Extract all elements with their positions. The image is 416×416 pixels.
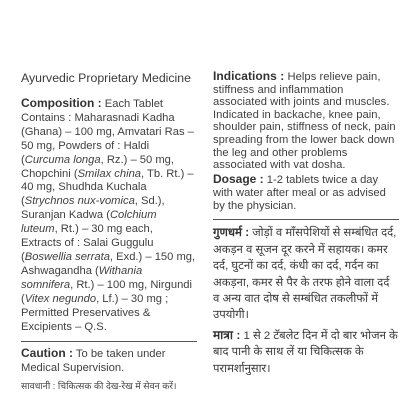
latin-name: Smilax china <box>77 167 142 180</box>
divider <box>213 219 399 220</box>
latin-name: Strychnos nux-vomica <box>24 195 135 208</box>
dosage-section <box>213 173 398 214</box>
caution-text: To be taken under Medical Supervision. <box>21 348 166 375</box>
latin-name: Withania somnifera <box>21 264 143 291</box>
hindi-dosage-text: 1 से 2 टॅबलेट दिन में दो बार भोजन के बाद पानी के साथ लें या चिकित्सक के परामर्शानुसार। <box>213 329 398 375</box>
composition-text: , Sd.), Suranjan Kadwa ( <box>21 195 165 222</box>
latin-name: Vitex negundo <box>24 292 97 305</box>
left-column <box>21 70 196 392</box>
indications-text: Helps relieve pain, stiffness and inflammation associated with joints and muscles. Indicated in backache, knee pain, shoulder pain, stiffness of neck, pain spreading from the lower back down the leg and other problems associated with vat dosha. <box>213 71 396 172</box>
composition-text: , Rz.) – 50 mg, Chopchini ( <box>21 153 174 180</box>
right-column <box>213 70 398 377</box>
hindi-indications-section <box>213 225 398 323</box>
hindi-dosage-label: मात्रा : <box>213 327 241 342</box>
divider <box>21 341 197 342</box>
latin-name: Boswellia serrata <box>24 250 110 263</box>
latin-name: Colchium luteum <box>21 209 157 236</box>
indications-section <box>213 70 398 172</box>
composition-section <box>21 97 196 334</box>
hindi-dosage-section <box>213 327 398 377</box>
composition-text: Each Tablet Contains : Maharasnadi Kadha (Ghana) – 100 mg, Amvatari Ras – 50 mg, Powders of : Haldi ( <box>21 98 194 166</box>
caution-hindi: सावधानी : चिकित्सक की देख-रेख में सेवन करें। <box>21 381 177 392</box>
composition-text: , Rt.) – 100 mg, Nirgundi ( <box>21 278 192 305</box>
dosage-label: Dosage : <box>213 171 264 186</box>
caution-label: Caution : <box>21 346 73 361</box>
composition-text: , Rt.) – 30 mg each, Extracts of : Salai Guggulu ( <box>21 223 154 263</box>
caution-section <box>21 347 196 376</box>
latin-name: Curcuma longa <box>24 153 101 166</box>
composition-text: , Exd.) – 150 mg, Ashwagandha ( <box>21 250 196 277</box>
composition-text: , Lf.) – 30 mg ; Permitted Preservatives & Excipients – Q.S. <box>21 292 169 333</box>
indications-label: Indications : <box>213 69 285 83</box>
hindi-indications-text: जोड़ों व माँसपेशियों से सम्बंधित दर्द, अकड़न व सूजन दूर करने में सहायक। कमर दर्द, घुटनों का दर्द, कंधी का दर्द, गर्दन का अकड़ना, कमर से पैर के तरफ होने वाला दर्द व अन्य वात दोष से सम्बंधित तकलीफों में उपयोगी। <box>213 227 397 322</box>
composition-label: Composition : <box>21 96 102 110</box>
dosage-text: 1-2 tablets twice a day with water after meal or as advised by the physician. <box>213 173 386 213</box>
medicine-type-heading: Ayurvedic Proprietary Medicine <box>21 71 191 85</box>
hindi-indications-label: गुणधर्म : <box>213 226 250 240</box>
composition-text: , Tb. Rt.) – 40 mg, Shudhda Kuchala ( <box>21 167 194 208</box>
